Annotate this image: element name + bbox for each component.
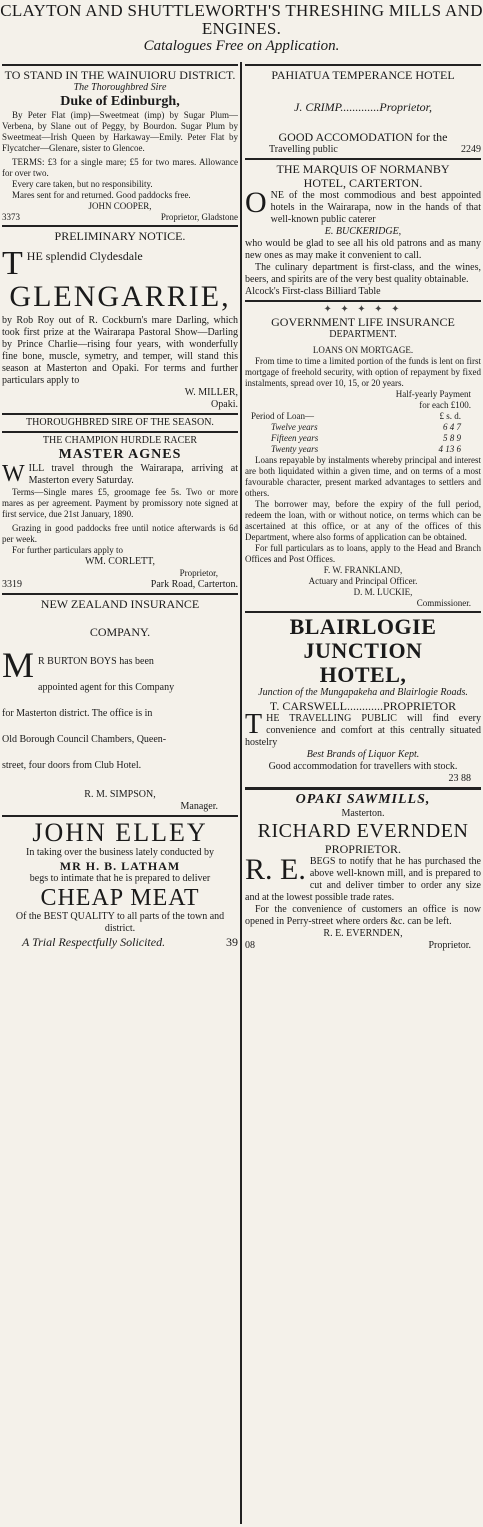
- nzins-line: R BURTON BOYS has been: [38, 656, 154, 667]
- govlife-actuary: F. W. FRANKLAND,: [323, 565, 403, 575]
- govlife-actuary-title: Actuary and Principal Officer.: [308, 576, 418, 586]
- duke-mares: Mares sent for and returned. Good paddocks free.: [12, 190, 191, 200]
- govlife-heading: GOVERNMENT LIFE INSURANCE: [271, 315, 455, 329]
- govlife-body2: Loans repayable by instalments whereby principal and interest are both liquidated within a given time, and on terms of a most favourable character, present marked advantages to settlers and others.: [245, 455, 481, 498]
- agnes-dropcap: W: [2, 461, 25, 487]
- govlife-body3: The borrower may, before the expiry of the full period, redeem the loan, with or without notice, on terms which can be ascertained at this office, or at any of the offices of this Department, where also forms of application can be obtained.: [245, 499, 481, 542]
- elley-prev: MR H. B. LATHAM: [59, 859, 181, 873]
- normanby-dropcap: O: [245, 186, 267, 219]
- right-column: [245, 62, 481, 1522]
- duke-pedigree: By Peter Flat (imp)—Sweetmeat (imp) by Sugar Plum—Verbena, by Slane out of Peggy, by Bourdon. Sugar Plum by Sweetmeat—Irish Queen by Harkaway—Emily. Peter Flat by Flycatcher—Glenare, sister to Glencoe.: [2, 110, 238, 153]
- blair-body1: HE TRAVELLING PUBLIC will find every convenience and comfort at this centrally situated hostelry: [245, 713, 481, 748]
- nzins-heading2: COMPANY.: [89, 625, 151, 639]
- duke-name: Duke of Edinburgh,: [60, 94, 180, 109]
- normanby-billiard: Alcock's First-class Billiard Table: [245, 286, 381, 297]
- govlife-dept: DEPARTMENT.: [329, 329, 397, 340]
- rule: [245, 158, 481, 160]
- nzins-title: Manager.: [180, 801, 218, 812]
- glengarrie-intro: HE splendid Clydesdale: [26, 249, 143, 263]
- agnes-heading: THOROUGHBRED SIRE OF THE SEASON.: [26, 417, 214, 428]
- agnes-terms: Terms—Single mares £5, groomage fee 5s. Two or more mares as per agreement. Payment by promissory note signed at first service, due 21st January, 1890.: [2, 487, 238, 519]
- govlife-crest: ✦ ✦ ✦ ✦ ✦: [323, 304, 403, 315]
- blair-body2: Good accommodation for travellers with stock.: [268, 761, 458, 772]
- blair-owner: T. CARSWELL............PROPRIETOR: [269, 699, 457, 713]
- govlife-halfyearly: Half-yearly Payment: [395, 389, 471, 399]
- opaki-title: PROPRIETOR.: [324, 842, 402, 856]
- rule: [245, 64, 481, 66]
- agnes-grazing: Grazing in good paddocks free until notice afterwards is 6d per week.: [2, 523, 238, 544]
- pahiatua-accom: GOOD ACCOMODATION for the: [278, 130, 448, 144]
- govlife-table-row: Twenty years 4 13 6: [271, 444, 461, 454]
- banner-title: CLAYTON AND SHUTTLEWORTH'S THRESHING MILLS AND ENGINES.: [0, 1, 483, 38]
- agnes-body: ILL travel through the Wairarapa, arriving at Masterton every Saturday.: [28, 463, 238, 486]
- column-divider: [240, 62, 242, 1524]
- govlife-table-head: Period of Loan— £ s. d.: [251, 411, 461, 421]
- nz-insurance-advert: [2, 597, 238, 813]
- nzins-dropcap: M: [2, 645, 35, 685]
- agnes-owner: WM. CORLETT,: [84, 556, 156, 567]
- clayton-banner: [0, 2, 483, 55]
- opaki-body2: For the convenience of customers an office is now opened in Perry-street where orders &c. can be left.: [245, 904, 481, 927]
- elley-body2: begs to intimate that he is prepared to deliver: [29, 873, 211, 884]
- elley-trial: A Trial Respectfully Solicited.: [22, 935, 166, 949]
- govlife-body: From time to time a limited portion of the funds is lent on first mortgage of freehold security, with option of repayment by fixed instalments, spread over 10, 15, or 20 years.: [245, 356, 481, 388]
- glengarrie-name: GLENGARRIE,: [9, 280, 231, 313]
- govlife-table-row: Fifteen years 5 8 9: [271, 433, 461, 443]
- opaki-signer-title: Proprietor.: [428, 940, 471, 951]
- opaki-code: 08: [245, 940, 255, 951]
- opaki-body1: BEGS to notify that he has purchased the above well-known mill, and is prepared to cut and deliver timber to order any size and at the lowest possible trade rates.: [245, 856, 481, 903]
- pahiatua-heading: PAHIATUA TEMPERANCE HOTEL: [271, 68, 455, 82]
- govlife-body4: For full particulars as to loans, apply to the Head and Branch Offices and Post Offices.: [245, 543, 481, 564]
- normanby-body: NE of the most commodious and best appointed hotels in the Wairarapa, now in the hands of that well-known public caterer: [270, 190, 481, 225]
- opaki-dropcap: R. E.: [245, 853, 306, 886]
- rule: [2, 431, 238, 433]
- normanby-heading1: THE MARQUIS OF NORMANBY: [276, 162, 450, 176]
- glengarrie-body: by Rob Roy out of R. Cockburn's mare Darling, which took first prize at the Wairarapa Pastoral Show—Darling by Prince Charlie—rising four years, with wonderfully fine bone, muscle, symetry, and temper, will stand this season at Masterton and Opaki. For terms and further particulars apply to: [2, 315, 238, 386]
- rule: [2, 815, 238, 817]
- elley-advert: [2, 819, 238, 949]
- blair-name1: BLAIRLOGIE JUNCTION: [289, 614, 437, 663]
- blairlogie-advert: [245, 615, 481, 785]
- normanby-advert: [245, 162, 481, 298]
- agnes-sub: THE CHAMPION HURDLE RACER: [42, 435, 198, 446]
- glengarrie-advert: [2, 229, 238, 411]
- rule: [245, 611, 481, 613]
- duke-terms: TERMS: £3 for a single mare; £5 for two mares. Allowance for over two.: [2, 157, 238, 178]
- opaki-owner: RICHARD EVERNDEN: [257, 820, 469, 842]
- govlife-foreach: for each £100.: [419, 400, 471, 410]
- rule: [2, 64, 238, 66]
- glengarrie-dropcap: T: [2, 245, 23, 282]
- blair-name2: HOTEL,: [319, 662, 407, 687]
- elley-body1: In taking over the business lately conducted by: [25, 847, 214, 858]
- opaki-advert: [245, 792, 481, 952]
- normanby-body3: The culinary department is first-class, and the wines, beers, and spirits are of the very best quality obtainable.: [245, 262, 481, 285]
- nzins-line: for Masterton district. The office is in: [2, 708, 153, 719]
- pahiatua-code: 2249: [461, 144, 481, 155]
- blair-dropcap: T: [245, 709, 263, 740]
- elley-name: JOHN ELLEY: [32, 818, 208, 847]
- blair-code: 23 88: [448, 773, 471, 784]
- govlife-commissioner: D. M. LUCKIE,: [353, 587, 413, 597]
- rule: [2, 413, 238, 415]
- govlife-table-row: Twelve years 6 4 7: [271, 422, 461, 432]
- duke-care: Every care taken, but no responsibility.: [12, 179, 153, 189]
- left-column: [2, 62, 238, 1522]
- elley-code: 39: [226, 935, 238, 949]
- duke-advert: [2, 68, 238, 223]
- glengarrie-place: Opaki.: [211, 399, 238, 410]
- govlife-advert: [245, 304, 481, 609]
- agnes-code: 3319: [2, 579, 22, 590]
- govlife-commissioner-title: Commissioner.: [416, 598, 471, 608]
- opaki-signer: R. E. EVERNDEN,: [323, 928, 403, 939]
- nzins-line: appointed agent for this Company: [38, 682, 175, 693]
- nzins-signer: R. M. SIMPSON,: [84, 789, 156, 800]
- elley-body3: Of the BEST QUALITY to all parts of the town and district.: [15, 911, 225, 934]
- pahiatua-owner: J. CRIMP.............Proprietor,: [294, 100, 432, 114]
- nzins-heading1: NEW ZEALAND INSURANCE: [40, 597, 200, 611]
- duke-owner: JOHN COOPER,: [88, 201, 152, 211]
- agnes-advert: [2, 417, 238, 591]
- nzins-line: street, four doors from Club Hotel.: [2, 760, 142, 771]
- nzins-line: Old Borough Council Chambers, Queen-: [2, 734, 167, 745]
- agnes-proprietor: Proprietor,: [179, 568, 218, 578]
- duke-code: 3373: [2, 212, 20, 222]
- rule: [2, 225, 238, 227]
- blair-brands: Best Brands of Liquor Kept.: [306, 749, 420, 760]
- pahiatua-travel: Travelling public: [269, 144, 338, 155]
- agnes-name: MASTER AGNES: [58, 447, 182, 462]
- agnes-apply: For further particulars apply to: [12, 545, 123, 555]
- duke-proprietor: Proprietor, Gladstone: [160, 212, 238, 222]
- duke-sub: The Thoroughbred Sire: [73, 82, 167, 93]
- normanby-caterer: E. BUCKERIDGE,: [324, 226, 402, 237]
- agnes-address: Park Road, Carterton.: [150, 579, 238, 590]
- opaki-heading: OPAKI SAWMILLS,: [295, 792, 431, 807]
- duke-heading: TO STAND IN THE WAINUIORU DISTRICT.: [4, 68, 236, 82]
- normanby-heading2: HOTEL, CARTERTON.: [303, 176, 423, 190]
- blair-location: Junction of the Mungapakeha and Blairlogie Roads.: [258, 687, 468, 698]
- pahiatua-advert: [245, 68, 481, 156]
- elley-meat: CHEAP MEAT: [40, 885, 200, 911]
- banner-subtitle: Catalogues Free on Application.: [143, 38, 340, 54]
- rule: [2, 593, 238, 595]
- govlife-loans: LOANS ON MORTGAGE.: [312, 345, 414, 355]
- rule: [245, 300, 481, 302]
- rule: [245, 787, 481, 790]
- normanby-body2: who would be glad to see all his old patrons and as many new ones as may make it convenient to call.: [245, 238, 481, 261]
- glengarrie-heading: PRELIMINARY NOTICE.: [54, 229, 186, 243]
- glengarrie-owner: W. MILLER,: [184, 387, 238, 398]
- opaki-town: Masterton.: [341, 808, 385, 819]
